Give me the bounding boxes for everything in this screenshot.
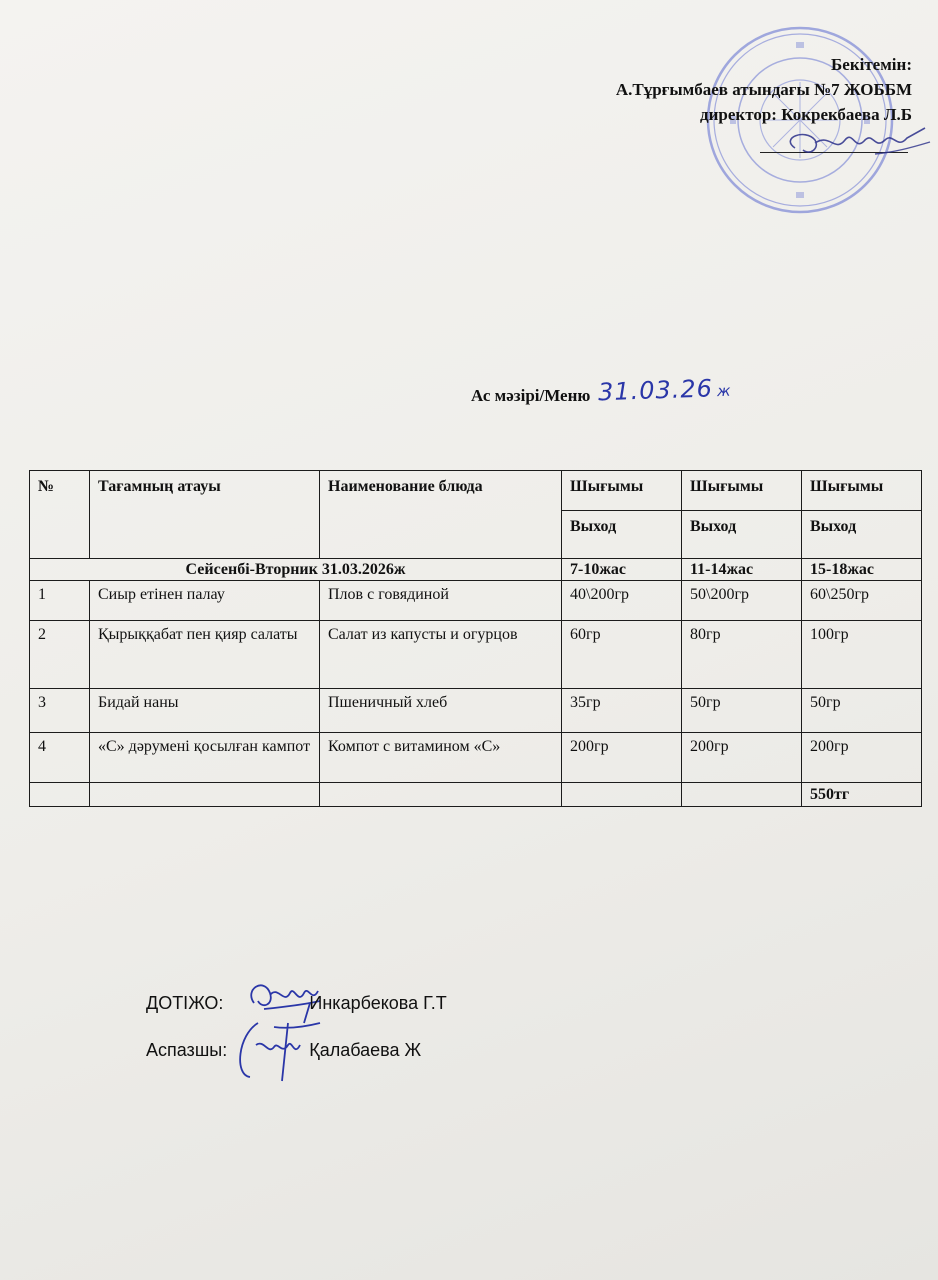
yield-value: 60гр: [562, 621, 682, 689]
row-number: 1: [30, 581, 90, 621]
yield-value: 35гр: [562, 689, 682, 733]
agreed-name: Инкарбекова Г.Т: [309, 993, 447, 1013]
header-yield-kz: Шығымы: [562, 471, 682, 511]
director-signature: [775, 118, 935, 178]
approval-block: [616, 52, 912, 127]
header-yield-ru: Выход: [682, 511, 802, 559]
yield-value: 200гр: [802, 733, 922, 783]
menu-date-suffix: ж: [716, 381, 732, 401]
header-yield-kz: Шығымы: [802, 471, 922, 511]
total-price: 550тг: [802, 783, 922, 807]
dish-kz: «С» дәрумені қосылған кампот: [90, 733, 320, 783]
yield-value: 40\200гр: [562, 581, 682, 621]
yield-value: 60\250гр: [802, 581, 922, 621]
dish-ru: Салат из капусты и огурцов: [320, 621, 562, 689]
menu-date-handwritten: [598, 374, 732, 407]
age-group: 11-14жас: [682, 559, 802, 581]
yield-value: 50гр: [802, 689, 922, 733]
yield-value: 50гр: [682, 689, 802, 733]
yield-value: 200гр: [682, 733, 802, 783]
dish-ru: Пшеничный хлеб: [320, 689, 562, 733]
header-dish-ru: Наименование блюда: [320, 471, 562, 559]
dish-kz: Бидай наны: [90, 689, 320, 733]
cook-label: Аспазшы:: [146, 1040, 228, 1060]
approval-heading: Бекітемін:: [831, 55, 912, 74]
table-row: [30, 621, 922, 689]
menu-title: Ас мәзірі/Меню: [471, 386, 591, 405]
yield-value: 80гр: [682, 621, 802, 689]
dish-ru: Компот с витамином «С»: [320, 733, 562, 783]
dish-kz: Сиыр етінен палау: [90, 581, 320, 621]
row-number: 3: [30, 689, 90, 733]
dish-ru: Плов с говядиной: [320, 581, 562, 621]
cook-line: [146, 1040, 421, 1061]
table-row: [30, 689, 922, 733]
cook-name: Қалабаева Ж: [309, 1040, 422, 1060]
table-row: [30, 733, 922, 783]
yield-value: 100гр: [802, 621, 922, 689]
row-number: 4: [30, 733, 90, 783]
header-yield-ru: Выход: [562, 511, 682, 559]
header-number: №: [30, 471, 90, 559]
agreed-line: [146, 993, 447, 1014]
header-yield-ru: Выход: [802, 511, 922, 559]
menu-date-value: 31.03.26: [597, 374, 714, 407]
header-dish-kz: Тағамның атауы: [90, 471, 320, 559]
school-name: А.Тұрғымбаев атындағы №7 ЖОББМ: [615, 80, 912, 99]
yield-value: 50\200гр: [682, 581, 802, 621]
menu-table: [29, 470, 922, 807]
age-group: 7-10жас: [562, 559, 682, 581]
age-group: 15-18жас: [802, 559, 922, 581]
yield-value: 200гр: [562, 733, 682, 783]
day-label: Сейсенбі-Вторник 31.03.2026ж: [30, 559, 562, 581]
row-number: 2: [30, 621, 90, 689]
total-row: [30, 783, 922, 807]
dish-kz: Қырыққабат пен қияр салаты: [90, 621, 320, 689]
agreed-label: ДОТІЖО:: [146, 993, 224, 1013]
director-line: директор: Кокрекбаева Л.Б: [700, 105, 912, 124]
header-yield-kz: Шығымы: [682, 471, 802, 511]
table-row: [30, 581, 922, 621]
